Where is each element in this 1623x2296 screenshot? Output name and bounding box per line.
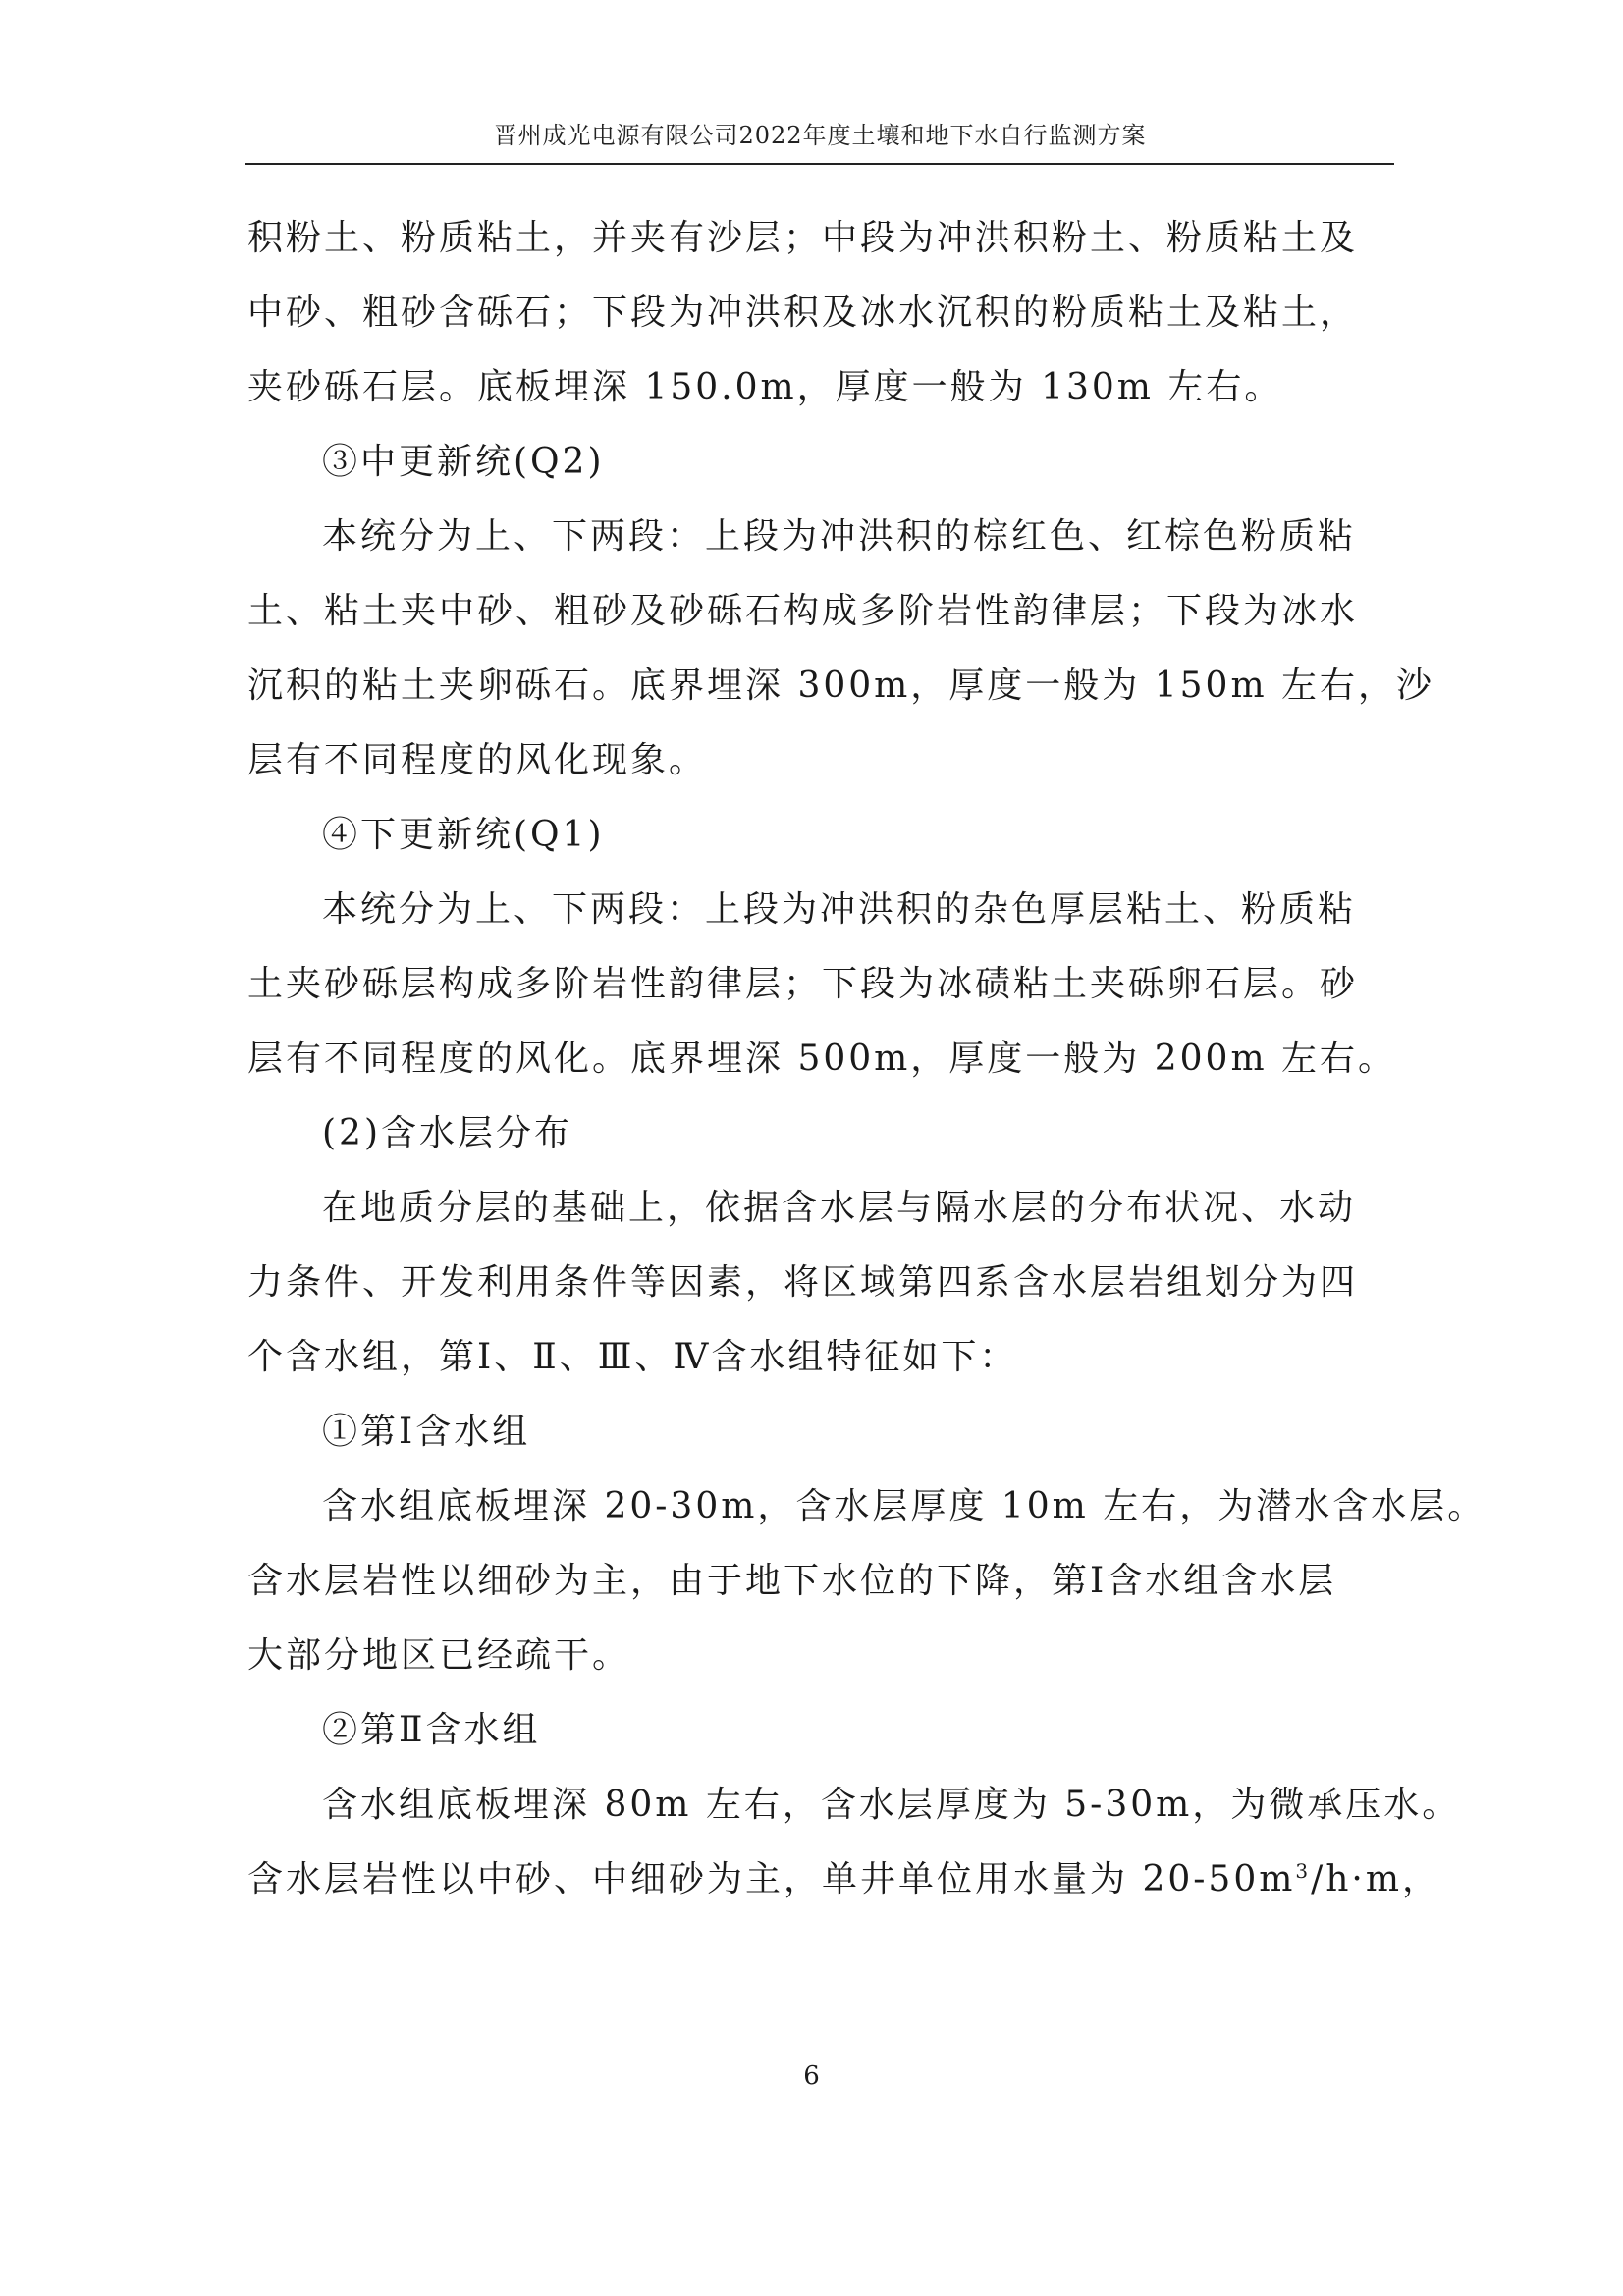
section-heading-group-1: ①第Ⅰ含水组 <box>322 1412 531 1452</box>
document-body <box>247 201 1487 1917</box>
header-divider <box>245 163 1394 165</box>
line-text: 含水层岩性以中砂、中细砂为主，单井单位用水量为 20-50m <box>247 1859 1296 1899</box>
body-line: 层有不同程度的风化。底界埋深 500m，厚度一般为 200m 左右。 <box>247 1039 1397 1079</box>
body-line: 个含水组，第Ⅰ、Ⅱ、Ⅲ、Ⅳ含水组特征如下： <box>247 1337 1018 1377</box>
section-heading-q1: ④下更新统(Q1) <box>322 815 605 855</box>
body-line: 土、粘土夹中砂、粗砂及砂砾石构成多阶岩性韵律层；下段为冰水 <box>247 591 1359 631</box>
body-line: 本统分为上、下两段：上段为冲洪积的杂色厚层粘土、粉质粘 <box>322 889 1357 930</box>
body-line: 本统分为上、下两段：上段为冲洪积的棕红色、红棕色粉质粘 <box>322 516 1357 557</box>
section-heading-aquifer: (2)含水层分布 <box>322 1113 572 1153</box>
body-line: 含水组底板埋深 80m 左右，含水层厚度为 5-30m，为微承压水。 <box>322 1785 1461 1825</box>
body-line: 力条件、开发利用条件等因素，将区域第四系含水层岩组划分为四 <box>247 1262 1359 1303</box>
line-text: /h·m， <box>1311 1859 1441 1899</box>
body-line: 含水层岩性以细砂为主，由于地下水位的下降，第Ⅰ含水组含水层 <box>247 1561 1337 1601</box>
body-line: 土夹砂砾层构成多阶岩性韵律层；下段为冰碛粘土夹砾卵石层。砂 <box>247 964 1359 1004</box>
body-line: 含水组底板埋深 20-30m，含水层厚度 10m 左右，为潜水含水层。 <box>322 1486 1487 1526</box>
body-line: 在地质分层的基础上，依据含水层与隔水层的分布状况、水动 <box>322 1188 1357 1228</box>
body-line-unit <box>247 1842 1441 1917</box>
body-line: 夹砂砾石层。底板埋深 150.0m，厚度一般为 130m 左右。 <box>247 367 1283 407</box>
section-heading-q2: ③中更新统(Q2) <box>322 442 605 482</box>
body-line: 沉积的粘土夹卵砾石。底界埋深 300m，厚度一般为 150m 左右，沙 <box>247 666 1435 706</box>
page-number: 6 <box>803 2061 820 2091</box>
body-line: 积粉土、粉质粘土，并夹有沙层；中段为冲洪积粉土、粉质粘土及 <box>247 218 1359 258</box>
body-line: 大部分地区已经疏干。 <box>247 1635 631 1676</box>
body-line: 中砂、粗砂含砾石；下段为冲洪积及冰水沉积的粉质粘土及粘土， <box>247 293 1359 333</box>
body-line: 层有不同程度的风化现象。 <box>247 740 708 780</box>
page-header-title: 晋州成光电源有限公司2022年度土壤和地下水自行监测方案 <box>493 122 1147 149</box>
section-heading-group-2: ②第Ⅱ含水组 <box>322 1710 541 1750</box>
superscript: 3 <box>1295 1859 1312 1883</box>
